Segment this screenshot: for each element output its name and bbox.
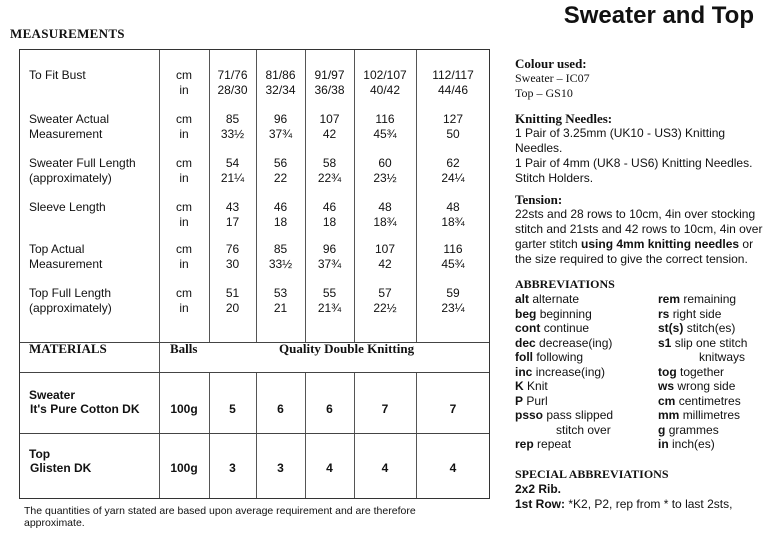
abbreviation-item: P Purl xyxy=(515,393,548,408)
value-cell: 58 22¾ xyxy=(317,156,342,185)
abbreviations-list xyxy=(515,292,765,455)
tension-heading: Tension: xyxy=(515,192,563,207)
value-cell: 76 30 xyxy=(225,242,240,271)
value-cell: 85 33½ xyxy=(220,112,245,141)
abbreviation-item: foll following xyxy=(515,350,584,364)
abbreviation-item: mm millimetres xyxy=(658,408,741,422)
abbreviation-item: beg beginning xyxy=(515,306,592,321)
ball-count: 4 xyxy=(381,461,389,475)
value-cell: 107 42 xyxy=(319,112,340,141)
value-cell: 91/97 36/38 xyxy=(314,68,345,97)
yarn-name: Sweater It's Pure Cotton DK xyxy=(29,388,140,416)
row-units: cm in xyxy=(176,200,192,229)
colour-section xyxy=(515,56,765,101)
value-cell: 48 18¾ xyxy=(373,200,397,229)
value-cell: 96 37¾ xyxy=(268,112,293,141)
row-units: cm in xyxy=(176,156,192,185)
abbreviation-item: ws wrong side xyxy=(658,379,736,393)
value-cell: 62 24¼ xyxy=(441,156,465,185)
needles-line: 1 Pair of 3.25mm (UK10 - US3) Knitting Needles. xyxy=(515,126,726,155)
value-cell: 71/76 28/30 xyxy=(217,68,248,97)
abbreviation-item: rem remaining xyxy=(658,292,737,306)
row-label: Sleeve Length xyxy=(29,200,106,214)
footnote: The quantities of yarn stated are based upon average requirement and are therefore approximate. xyxy=(24,505,416,529)
abbreviation-item: cm centimetres xyxy=(658,393,741,408)
value-cell: 81/86 32/34 xyxy=(265,68,296,97)
value-cell: 112/117 44/46 xyxy=(432,68,474,97)
quality-label: Quality Double Knitting xyxy=(279,341,415,356)
measure-row xyxy=(20,156,490,188)
abbreviation-item: alt alternate xyxy=(515,292,580,306)
row-label: Sweater Actual Measurement xyxy=(29,112,110,141)
yarn-name: Top Glisten DK xyxy=(29,447,92,475)
value-cell: 56 22 xyxy=(273,156,288,185)
abbreviations-heading: ABBREVIATIONS xyxy=(515,277,615,291)
colour-heading: Colour used: xyxy=(515,56,587,71)
row-units: cm in xyxy=(176,68,192,97)
abbreviation-item: tog together xyxy=(658,364,725,379)
abbreviation-item: psso pass slipped stitch over xyxy=(515,408,614,437)
value-cell: 57 22½ xyxy=(373,286,397,315)
ball-count: 3 xyxy=(229,461,236,475)
yarn-weight: 100g xyxy=(170,402,198,416)
abbreviations-right-column xyxy=(658,292,766,452)
page-title: Sweater and Top xyxy=(563,2,754,29)
value-cell: 59 23¼ xyxy=(441,286,465,315)
value-cell: 60 23½ xyxy=(373,156,397,185)
ball-count: 3 xyxy=(277,461,284,475)
measure-row xyxy=(20,242,490,274)
row-units: cm in xyxy=(176,112,192,141)
ball-count: 5 xyxy=(229,402,236,416)
needles-line: Stitch Holders. xyxy=(515,171,594,185)
value-cell: 46 18 xyxy=(322,200,337,229)
measurements-heading: MEASUREMENTS xyxy=(10,26,125,41)
ball-count: 7 xyxy=(449,402,457,416)
abbreviation-item: cont continue xyxy=(515,321,590,335)
row-units: cm in xyxy=(176,242,192,271)
yarn-weight: 100g xyxy=(170,461,198,475)
abbreviation-item: g grammes xyxy=(658,422,719,437)
value-cell: 46 18 xyxy=(273,200,288,229)
abbreviation-item: rs right side xyxy=(658,306,722,321)
value-cell: 102/107 40/42 xyxy=(363,68,407,97)
value-cell: 48 18¾ xyxy=(441,200,465,229)
value-cell: 55 21¾ xyxy=(317,286,342,315)
yarn-row xyxy=(20,433,490,498)
tension-section xyxy=(515,192,765,267)
ball-count: 4 xyxy=(449,461,457,475)
colour-line: Top – GS10 xyxy=(515,86,573,100)
ball-count: 6 xyxy=(326,402,333,416)
pattern-info-column xyxy=(515,56,765,512)
needles-line: 1 Pair of 4mm (UK8 - US6) Knitting Needles. xyxy=(515,156,753,170)
row-label: Top Full Length (approximately) xyxy=(29,286,112,315)
value-cell: 53 21 xyxy=(273,286,288,315)
value-cell: 54 21¼ xyxy=(220,156,245,185)
value-cell: 116 45¾ xyxy=(441,242,465,271)
needles-section xyxy=(515,111,765,186)
measure-row xyxy=(20,286,490,318)
value-cell: 85 33½ xyxy=(268,242,293,271)
ball-count: 7 xyxy=(381,402,389,416)
ball-count: 4 xyxy=(326,461,333,475)
abbreviation-item: s1 slip one stitch knitways xyxy=(658,335,748,364)
ball-count: 6 xyxy=(277,402,284,416)
abbreviation-item: rep repeat xyxy=(515,437,572,451)
tension-text: 22sts and 28 rows to 10cm, 4in over stocking stitch and 21sts and 42 rows to 10cm, 4in over garter stitch using 4mm knitting needles or the size required to give the correct tension. xyxy=(515,207,763,266)
colour-line: Sweater – IC07 xyxy=(515,71,590,85)
row-units: cm in xyxy=(176,286,192,315)
value-cell: 107 42 xyxy=(374,242,396,271)
measurements-table xyxy=(19,49,490,499)
abbreviation-item: K Knit xyxy=(515,379,548,393)
abbreviation-item: in inch(es) xyxy=(658,437,715,451)
materials-heading: MATERIALS xyxy=(29,341,107,356)
special-abbreviations-heading: SPECIAL ABBREVIATIONS xyxy=(515,467,669,481)
rib-title: 2x2 Rib. xyxy=(515,482,562,496)
row-label: To Fit Bust xyxy=(29,68,86,82)
abbreviations-left-column xyxy=(515,292,655,452)
value-cell: 51 20 xyxy=(225,286,240,315)
measure-row xyxy=(20,112,490,144)
value-cell: 43 17 xyxy=(225,200,240,229)
row-label: Sweater Full Length (approximately) xyxy=(29,156,136,185)
abbreviation-item: st(s) stitch(es) xyxy=(658,321,736,335)
balls-label: Balls xyxy=(170,341,198,356)
abbreviation-item: inc increase(ing) xyxy=(515,364,606,379)
value-cell: 127 50 xyxy=(442,112,464,141)
row-label: Top Actual Measurement xyxy=(29,242,103,271)
first-row-instruction: 1st Row: *K2, P2, rep from * to last 2sts, xyxy=(515,497,733,511)
value-cell: 116 45¾ xyxy=(373,112,397,141)
yarn-row xyxy=(20,372,490,433)
needles-heading: Knitting Needles: xyxy=(515,111,613,126)
measure-row xyxy=(20,68,490,100)
materials-header-row xyxy=(20,342,490,372)
measure-row xyxy=(20,200,490,232)
abbreviation-item: dec decrease(ing) xyxy=(515,335,613,350)
value-cell: 96 37¾ xyxy=(317,242,342,271)
